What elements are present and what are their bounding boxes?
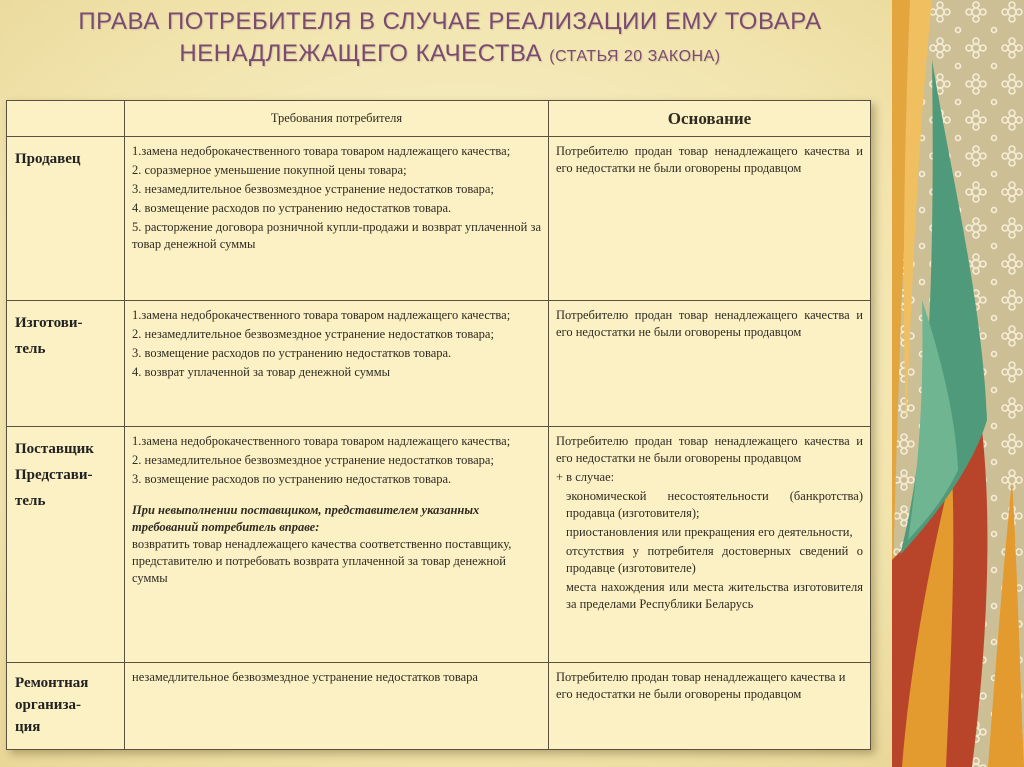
note-text: поставщиком, представителем xyxy=(237,503,422,517)
requirement-item: незамедлительное безвозмездное устранение недостатков товара xyxy=(132,670,478,684)
basis-text: Потребителю продан товар ненадлежащего качества и его недостатки не были оговорены продавцом xyxy=(556,670,846,701)
role-name-line: тель xyxy=(15,493,46,509)
title-main: ПРАВА ПОТРЕБИТЕЛЯ В СЛУЧАЕ РЕАЛИЗАЦИИ ЕМУ ТОВАРА НЕНАДЛЕЖАЩЕГО КАЧЕСТВА xyxy=(78,8,822,67)
header-basis: Основание xyxy=(549,101,871,137)
note-bold: указанных требований xyxy=(132,503,480,534)
requirements-cell xyxy=(125,427,549,663)
requirement-item: 3. незамедлительное безвозмездное устранение недостатков товара; xyxy=(132,182,494,196)
role-name-line: Поставщик xyxy=(15,441,94,457)
basis-case: приостановления или прекращения его деятельности, xyxy=(566,525,853,539)
requirements-cell xyxy=(125,301,549,427)
requirement-item: 4. возврат уплаченной за товар денежной суммы xyxy=(132,365,391,379)
requirement-item: 4. возмещение расходов по устранению недостатков товара. xyxy=(132,201,452,215)
table-row-seller xyxy=(7,137,871,301)
table-row-repair-org xyxy=(7,663,871,750)
requirements-cell xyxy=(125,663,549,750)
requirements-cell xyxy=(125,137,549,301)
requirement-item: 2. незамедлительное безвозмездное устранение недостатков товара; xyxy=(132,327,494,341)
note-bold: При невыполнении xyxy=(132,503,238,517)
note-text: потребитель вправе: xyxy=(198,520,320,534)
role-name-line: тель xyxy=(15,341,46,357)
failure-note xyxy=(132,502,541,536)
basis-cell xyxy=(549,137,871,301)
requirement-item: 1.замена недоброкачественного товара товаром надлежащего качества; xyxy=(132,434,511,448)
role-cell xyxy=(7,301,125,427)
role-name-line: ция xyxy=(15,719,41,735)
role-name-line: Изготови- xyxy=(15,315,83,331)
basis-case: места нахождения или места жительства изготовителя за пределами Республики Беларусь xyxy=(566,580,863,611)
slide-title xyxy=(20,6,880,73)
table-row-supplier xyxy=(7,427,871,663)
role-name-line: организа- xyxy=(15,697,81,713)
floral-pattern-decoration xyxy=(892,0,1024,767)
basis-text: Потребителю продан товар ненадлежащего качества и его недостатки не были оговорены продавцом xyxy=(556,144,863,175)
basis-text: Потребителю продан товар ненадлежащего качества и его недостатки не были оговорены продавцом xyxy=(556,308,863,339)
header-requirements: Требования потребителя xyxy=(125,101,549,137)
role-name-line: Ремонтная xyxy=(15,675,89,691)
header-role xyxy=(7,101,125,137)
basis-plus: + в случае: xyxy=(556,470,615,484)
role-cell xyxy=(7,663,125,750)
role-name: Продавец xyxy=(15,151,81,167)
requirement-item: 3. возмещение расходов по устранению недостатков товара. xyxy=(132,472,452,486)
table-row-manufacturer xyxy=(7,301,871,427)
title-sub: (СТАТЬЯ 20 ЗАКОНА) xyxy=(549,48,721,65)
return-right-text: возвратить товар ненадлежащего качества соответственно поставщику, представителю и потребовать возврата уплаченной за товар денежной суммы xyxy=(132,537,512,585)
basis-case: экономической несостоятельности (банкротства) продавца (изготовителя); xyxy=(566,489,863,520)
basis-cell xyxy=(549,427,871,663)
requirement-item: 3. возмещение расходов по устранению недостатков товара. xyxy=(132,346,452,360)
table-header-row xyxy=(7,101,871,137)
consumer-rights-table xyxy=(6,100,871,750)
requirement-item: 1.замена недоброкачественного товара товаром надлежащего качества; xyxy=(132,144,511,158)
role-name-line: Представи- xyxy=(15,467,93,483)
requirement-item: 2. незамедлительное безвозмездное устранение недостатков товара; xyxy=(132,453,494,467)
requirement-item: 2. соразмерное уменьшение покупной цены товара; xyxy=(132,163,407,177)
role-cell xyxy=(7,137,125,301)
basis-cell xyxy=(549,663,871,750)
requirement-item: 1.замена недоброкачественного товара товаром надлежащего качества; xyxy=(132,308,511,322)
requirement-item: 5. расторжение договора розничной купли-продажи и возврат уплаченной за товар денежной суммы xyxy=(132,220,541,251)
basis-case: отсутствия у потребителя достоверных сведений о продавце (изготовителе) xyxy=(566,544,863,575)
basis-text: Потребителю продан товар ненадлежащего качества и его недостатки не были оговорены продавцом xyxy=(556,434,863,465)
role-cell xyxy=(7,427,125,663)
basis-cell xyxy=(549,301,871,427)
